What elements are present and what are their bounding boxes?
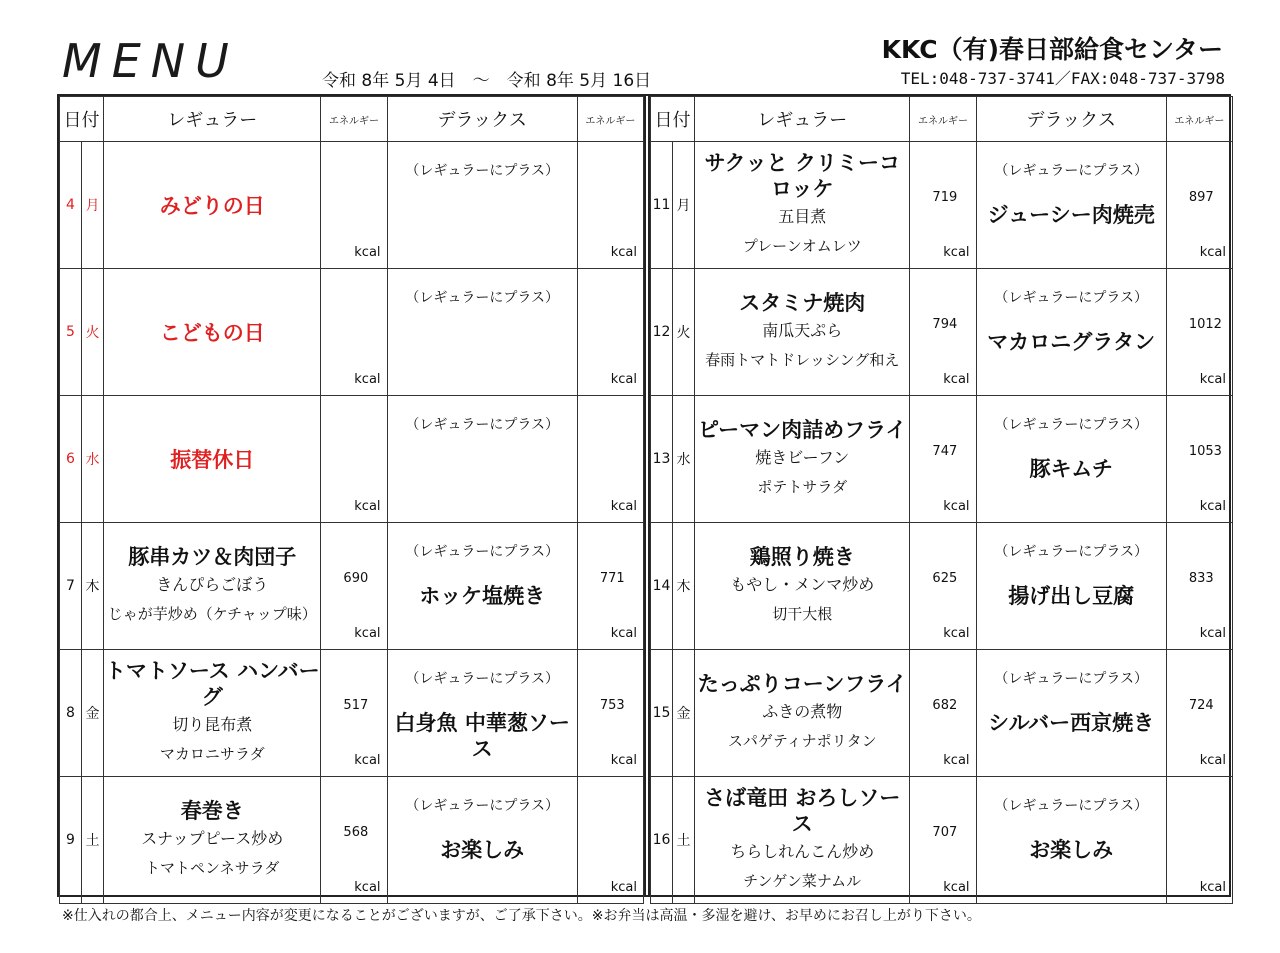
regular-cell [104,396,321,523]
regular-side-dish: スパゲティナポリタン [727,732,877,750]
regular-main-dish: 春巻き [180,799,244,823]
deluxe-plus-note: （レギュラーにプラス） [405,290,559,306]
menu-row [651,269,1233,396]
regular-side-dish: 五目煮 [778,207,827,226]
deluxe-energy-value: 724 [1188,698,1214,713]
menu-table-right [648,96,1233,895]
menu-row [60,650,644,777]
regular-energy-value: 707 [932,825,958,840]
deluxe-energy-value: 771 [599,571,625,586]
day-number: 12 [651,269,673,396]
deluxe-plus-note: （レギュラーにプラス） [405,798,559,814]
day-number: 14 [651,523,673,650]
deluxe-energy-cell [577,269,643,396]
kcal-unit: kcal [1199,499,1226,514]
regular-side-dish: 春雨トマトドレッシング和え [705,351,900,369]
deluxe-dish: 白身魚 中華葱ソース [394,711,570,761]
regular-main-dish: 鶏照り焼き [749,545,855,569]
kcal-unit: kcal [943,880,970,895]
deluxe-energy-value: 897 [1188,190,1214,205]
day-of-week: 木 [673,523,695,650]
regular-main-dish: たっぷりコーンフライ [697,672,907,696]
header-energy: エネルギー [321,97,387,142]
regular-side-dish: ふきの煮物 [762,702,843,721]
deluxe-cell [976,777,1166,904]
regular-side-dish: 切り昆布煮 [172,715,253,734]
day-of-week: 月 [673,142,695,269]
regular-side-dish: もやし・メンマ炒め [730,575,875,594]
deluxe-energy-value: 753 [599,698,625,713]
regular-energy-value: 517 [343,698,369,713]
deluxe-energy-cell [1166,142,1232,269]
menu-row [60,523,644,650]
kcal-unit: kcal [354,372,381,387]
header-energy: エネルギー [910,97,976,142]
regular-cell [104,650,321,777]
deluxe-plus-note: （レギュラーにプラス） [405,544,559,560]
kcal-unit: kcal [610,499,637,514]
kcal-unit: kcal [1199,753,1226,768]
regular-energy-value: 625 [932,571,958,586]
day-number: 16 [651,777,673,904]
regular-cell [104,269,321,396]
regular-cell [695,396,910,523]
menu-row [651,142,1233,269]
regular-energy-value: 568 [343,825,369,840]
deluxe-energy-value: 1053 [1188,444,1222,459]
kcal-unit: kcal [610,626,637,641]
regular-energy-cell [321,650,387,777]
kcal-unit: kcal [610,753,637,768]
deluxe-energy-value: 833 [1188,571,1214,586]
header-deluxe: デラックス [387,97,577,142]
deluxe-energy-value: 1012 [1188,317,1222,332]
header-deluxe: デラックス [976,97,1166,142]
header-deluxe-energy: エネルギー [1166,97,1232,142]
menu-row [60,142,644,269]
header-date: 日付 [60,97,104,142]
regular-main-dish: 豚串カツ＆肉団子 [128,545,297,569]
day-of-week: 火 [82,269,104,396]
deluxe-plus-note: （レギュラーにプラス） [994,290,1148,306]
deluxe-plus-note: （レギュラーにプラス） [405,163,559,179]
regular-main-dish: スタミナ焼肉 [739,291,866,315]
regular-energy-cell [321,269,387,396]
company-contact: TEL:048-737-3741／FAX:048-737-3798 [900,69,1225,88]
regular-side-dish: きんぴらごぼう [156,575,269,594]
day-of-week: 水 [673,396,695,523]
day-number: 6 [60,396,82,523]
kcal-unit: kcal [943,626,970,641]
deluxe-energy-cell [577,396,643,523]
deluxe-energy-cell [577,777,643,904]
regular-cell [104,142,321,269]
kcal-unit: kcal [943,372,970,387]
deluxe-cell [387,650,577,777]
footer-note: ※仕入れの都合上、メニュー内容が変更になることがございますが、ご了承下さい。※お弁当は高温・多湿を避け、お早めにお召し上がり下さい。 [62,908,981,924]
regular-side-dish: プレーンオムレツ [742,237,862,255]
deluxe-energy-cell [577,650,643,777]
regular-cell [104,777,321,904]
header-regular: レギュラー [104,97,321,142]
menu-table-left [59,96,646,895]
deluxe-cell [976,523,1166,650]
regular-side-dish: 切干大根 [772,605,833,623]
holiday-label: こどもの日 [159,321,265,345]
deluxe-dish: ホッケ塩焼き [419,584,546,608]
day-of-week: 土 [82,777,104,904]
deluxe-plus-note: （レギュラーにプラス） [994,544,1148,560]
menu-row [651,523,1233,650]
regular-energy-value: 690 [343,571,369,586]
regular-side-dish: トマトペンネサラダ [145,859,280,877]
menu-grid-left [59,96,644,904]
menu-row [651,777,1233,904]
day-of-week: 土 [673,777,695,904]
regular-energy-cell [321,396,387,523]
deluxe-energy-cell [1166,396,1232,523]
regular-cell [695,523,910,650]
day-number: 7 [60,523,82,650]
menu-row [60,396,644,523]
kcal-unit: kcal [1199,880,1226,895]
kcal-unit: kcal [354,245,381,260]
deluxe-cell [976,142,1166,269]
deluxe-energy-cell [1166,650,1232,777]
regular-energy-cell [910,523,976,650]
kcal-unit: kcal [1199,626,1226,641]
deluxe-dish: ジューシー肉焼売 [987,203,1155,227]
holiday-label: みどりの日 [159,194,265,218]
kcal-unit: kcal [943,753,970,768]
menu-grid-right [650,96,1233,904]
deluxe-dish: お楽しみ [440,838,525,862]
menu-row [651,396,1233,523]
regular-energy-value: 682 [932,698,958,713]
regular-energy-cell [321,142,387,269]
day-number: 15 [651,650,673,777]
kcal-unit: kcal [354,626,381,641]
kcal-unit: kcal [354,499,381,514]
day-number: 13 [651,396,673,523]
deluxe-energy-cell [577,523,643,650]
kcal-unit: kcal [354,753,381,768]
regular-side-dish: マカロニサラダ [159,745,265,763]
kcal-unit: kcal [1199,372,1226,387]
day-number: 4 [60,142,82,269]
menu-row [60,777,644,904]
deluxe-dish: 揚げ出し豆腐 [1008,584,1135,608]
kcal-unit: kcal [943,245,970,260]
kcal-unit: kcal [943,499,970,514]
regular-main-dish: サクッと クリミーコロッケ [704,151,900,201]
deluxe-cell [976,396,1166,523]
kcal-unit: kcal [354,880,381,895]
regular-energy-value: 719 [932,190,958,205]
deluxe-energy-cell [577,142,643,269]
deluxe-dish: 豚キムチ [1029,457,1113,481]
day-of-week: 月 [82,142,104,269]
deluxe-cell [387,777,577,904]
menu-row [60,269,644,396]
header-date: 日付 [651,97,695,142]
deluxe-cell [387,523,577,650]
day-of-week: 火 [673,269,695,396]
kcal-unit: kcal [1199,245,1226,260]
deluxe-energy-cell [1166,777,1232,904]
regular-side-dish: スナップピース炒め [141,829,284,848]
day-of-week: 金 [82,650,104,777]
deluxe-energy-cell [1166,269,1232,396]
regular-side-dish: じゃが芋炒め（ケチャップ味） [107,605,317,623]
regular-energy-cell [910,269,976,396]
regular-cell [695,650,910,777]
kcal-unit: kcal [610,880,637,895]
menu-logo: MENU [62,34,239,88]
deluxe-cell [387,396,577,523]
deluxe-dish: お楽しみ [1029,838,1114,862]
regular-cell [695,269,910,396]
deluxe-plus-note: （レギュラーにプラス） [405,671,559,687]
day-number: 9 [60,777,82,904]
deluxe-plus-note: （レギュラーにプラス） [405,417,559,433]
regular-energy-cell [321,523,387,650]
day-number: 8 [60,650,82,777]
menu-period: 令和 8年 5月 4日 ～ 令和 8年 5月 16日 [322,71,652,91]
holiday-label: 振替休日 [170,448,255,472]
day-of-week: 水 [82,396,104,523]
deluxe-plus-note: （レギュラーにプラス） [994,798,1148,814]
regular-side-dish: 南瓜天ぷら [762,321,843,340]
deluxe-energy-cell [1166,523,1232,650]
header-regular: レギュラー [695,97,910,142]
deluxe-cell [976,650,1166,777]
deluxe-plus-note: （レギュラーにプラス） [994,417,1148,433]
regular-main-dish: トマトソース ハンバーグ [104,659,320,709]
regular-side-dish: チンゲン菜ナムル [743,872,862,890]
regular-main-dish: さば竜田 おろしソース [704,786,901,836]
menu-row [651,650,1233,777]
day-number: 11 [651,142,673,269]
regular-cell [104,523,321,650]
company-name: KKC（有)春日部給食センター [881,35,1223,64]
deluxe-cell [976,269,1166,396]
regular-side-dish: 焼きビーフン [755,448,850,467]
deluxe-plus-note: （レギュラーにプラス） [994,163,1148,179]
regular-energy-cell [321,777,387,904]
deluxe-dish: シルバー西京焼き [988,711,1155,735]
regular-energy-cell [910,396,976,523]
header-deluxe-energy: エネルギー [577,97,643,142]
deluxe-cell [387,142,577,269]
day-number: 5 [60,269,82,396]
regular-main-dish: ピーマン肉詰めフライ [697,418,907,442]
day-of-week: 木 [82,523,104,650]
regular-side-dish: ちらしれんこん炒め [730,842,875,861]
kcal-unit: kcal [610,245,637,260]
kcal-unit: kcal [610,372,637,387]
regular-energy-value: 747 [932,444,958,459]
menu-sheet [57,94,1231,897]
regular-energy-cell [910,650,976,777]
deluxe-plus-note: （レギュラーにプラス） [994,671,1148,687]
deluxe-dish: マカロニグラタン [987,330,1156,354]
regular-side-dish: ポテトサラダ [757,478,848,496]
regular-cell [695,777,910,904]
day-of-week: 金 [673,650,695,777]
regular-energy-value: 794 [932,317,958,332]
deluxe-cell [387,269,577,396]
regular-energy-cell [910,142,976,269]
regular-energy-cell [910,777,976,904]
regular-cell [695,142,910,269]
